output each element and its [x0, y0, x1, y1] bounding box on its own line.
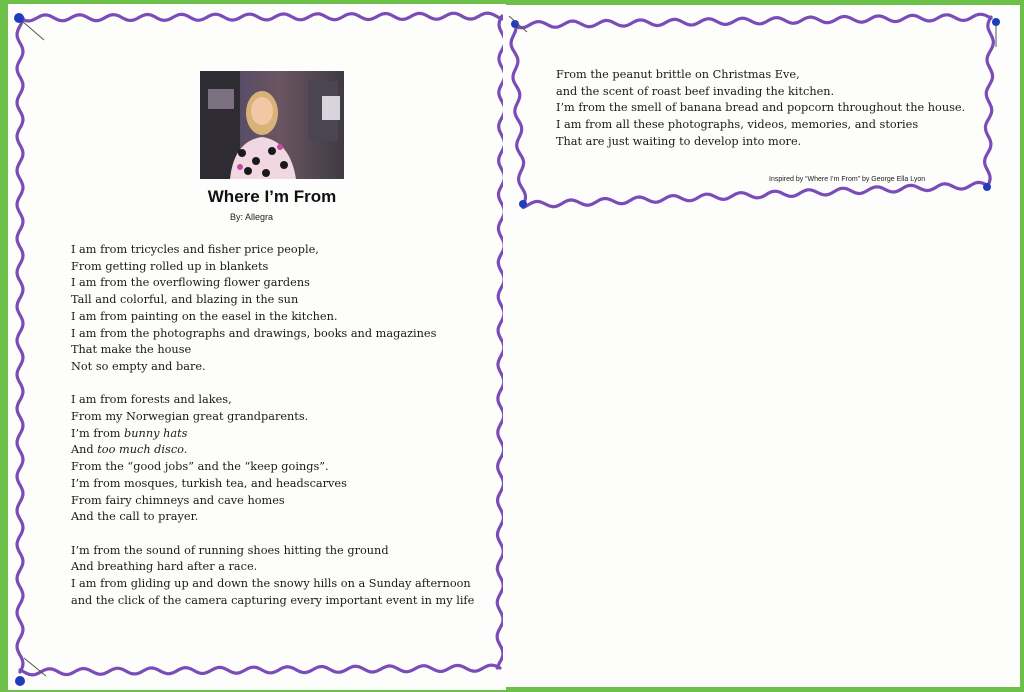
poem-line: I am from forests and lakes,	[71, 393, 232, 407]
poem-line: I am from the overflowing flower gardens	[71, 276, 310, 290]
poem-body-right	[556, 67, 965, 151]
poem-line: I’m from the sound of running shoes hitting the ground	[71, 543, 389, 557]
poem-line: From fairy chimneys and cave homes	[71, 493, 285, 507]
portrait-photo	[200, 71, 344, 179]
pushpin-icon	[12, 650, 52, 690]
stanza	[71, 242, 474, 376]
poem-line: I am from all these photographs, videos, memories, and stories	[556, 118, 919, 132]
stanza	[71, 392, 474, 526]
poem-line: Tall and colorful, and blazing in the sun	[71, 293, 299, 307]
pushpin-icon	[513, 193, 533, 213]
poem-line: and the click of the camera capturing every important event in my life	[71, 593, 475, 607]
poem-line: From the peanut brittle on Christmas Eve,	[556, 68, 800, 81]
poem-line: and the scent of roast beef invading the kitchen.	[556, 84, 835, 98]
poem-line: From my Norwegian great grandparents.	[71, 410, 309, 424]
poem-line-text: And	[71, 443, 98, 457]
poem-line: And breathing hard after a race.	[71, 560, 258, 574]
border-stroke	[511, 25, 526, 205]
poem-line: That are just waiting to develop into more.	[556, 134, 802, 148]
border-stroke	[20, 665, 500, 675]
border-stroke	[20, 13, 502, 21]
poem-line-emphasis: bunny hats	[124, 426, 188, 440]
pushpin-icon	[10, 8, 50, 48]
left-page	[8, 4, 506, 690]
right-page	[503, 5, 1020, 687]
pushpin-icon	[983, 13, 1013, 53]
border-stroke	[17, 18, 23, 672]
stanza	[71, 543, 474, 610]
poem-line	[71, 442, 474, 459]
poem-line	[71, 426, 474, 443]
poem-line: I’m from mosques, turkish tea, and headscarves	[71, 476, 347, 490]
poem-line: I am from tricycles and fisher price people,	[71, 243, 319, 256]
poem-line: And the call to prayer.	[71, 510, 199, 524]
portrait-photo-icon	[200, 71, 344, 179]
pushpin-icon	[977, 177, 997, 197]
border-stroke	[513, 14, 991, 27]
poem-line-emphasis: too much disco.	[97, 443, 188, 457]
poem-title: Where I’m From	[207, 187, 337, 206]
poem-line: I’m from the smell of banana bread and popcorn throughout the house.	[556, 101, 966, 115]
poem-line: From the “good jobs” and the “keep goings”.	[71, 460, 329, 474]
border-stroke	[523, 182, 987, 207]
poem-line: I am from gliding up and down the snowy hills on a Sunday afternoon	[71, 577, 471, 591]
poem-body-left	[71, 242, 474, 626]
poem-line: From getting rolled up in blankets	[71, 259, 269, 273]
inspiration-credit: Inspired by “Where I’m From” by George Ella Lyon	[769, 176, 926, 183]
poem-line: I am from painting on the easel in the kitchen.	[71, 309, 338, 323]
poem-line: I am from the photographs and drawings, books and magazines	[71, 326, 437, 340]
pushpin-icon	[505, 10, 535, 40]
poem-byline: By: Allegra	[230, 212, 274, 222]
poem-line: Not so empty and bare.	[71, 359, 206, 373]
poem-line: That make the house	[71, 343, 192, 357]
poem-line-text: I’m from	[71, 426, 125, 440]
